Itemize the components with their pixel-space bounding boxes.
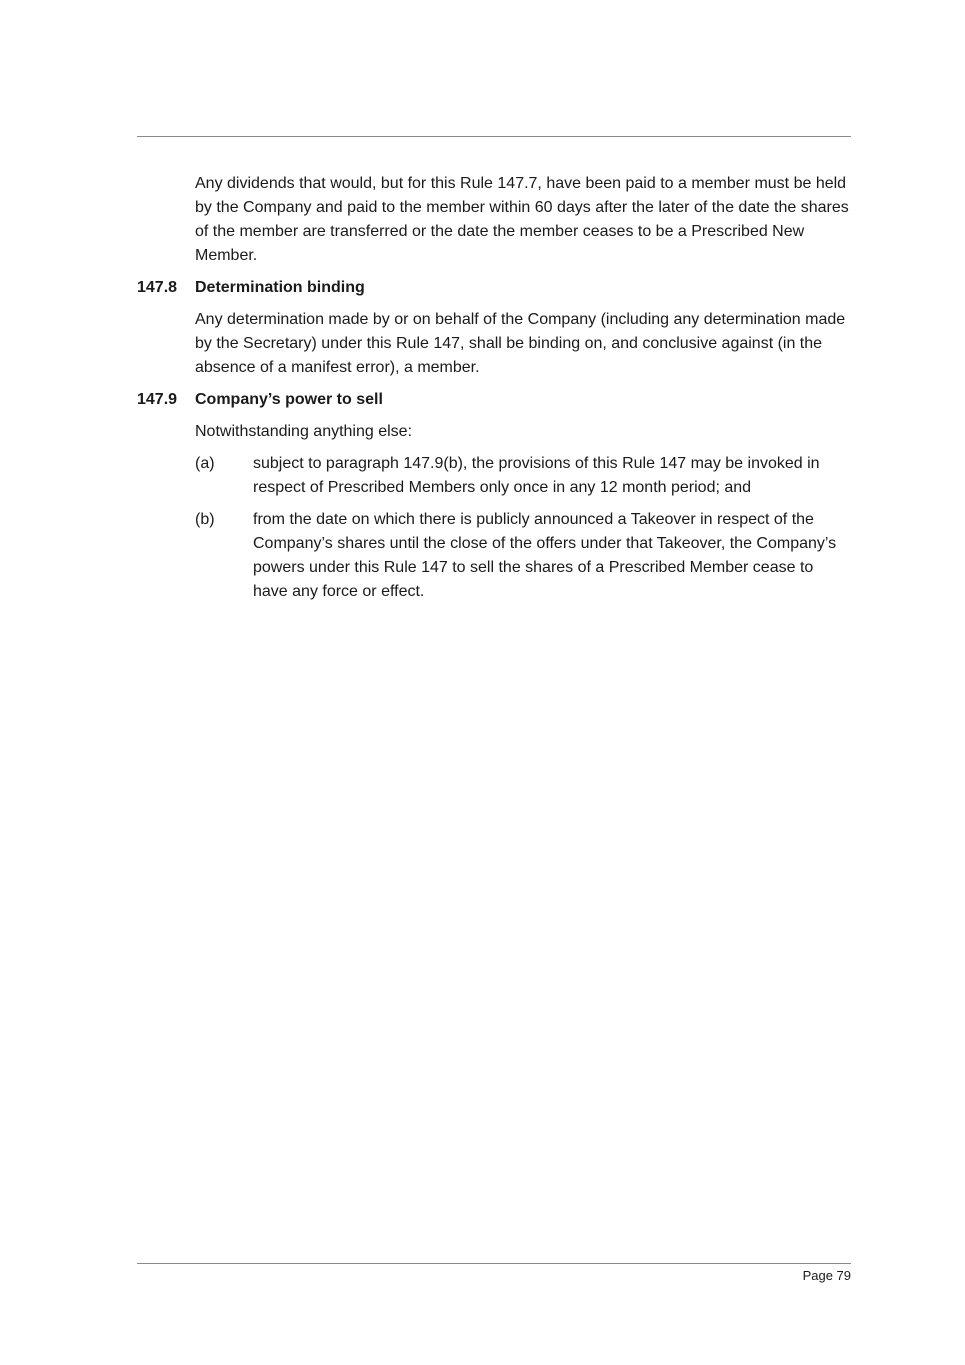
section-heading-147-8: [137, 276, 851, 300]
list-item-b: [137, 508, 851, 604]
section-body-147-9: Notwithstanding anything else:: [195, 423, 413, 440]
list-item-text: subject to paragraph 147.9(b), the provisions of this Rule 147 may be invoked in respect of Prescribed Members only once in any 12 month period; and: [253, 455, 820, 496]
list-item-label: (b): [195, 511, 215, 528]
list-item-a: [137, 452, 851, 500]
intro-paragraph: Any dividends that would, but for this Rule 147.7, have been paid to a member must be held by the Company and paid to the member within 60 days after the later of the date the shares of the member are transferred or the date the member ceases to be a Prescribed New Member.: [195, 175, 849, 264]
footer-divider: [137, 1263, 851, 1264]
list-item-label: (a): [195, 455, 215, 472]
section-title: Company’s power to sell: [195, 391, 383, 408]
page-number: Page 79: [802, 1268, 851, 1283]
header-divider: [137, 136, 851, 137]
section-heading-147-9: [137, 388, 851, 412]
section-number: 147.8: [137, 279, 178, 296]
list-item-text: from the date on which there is publicly announced a Takeover in respect of the Company’s shares until the close of the offers under that Takeover, the Company’s powers under this Rule 147 to sell the shares of a Prescribed Member cease to have any force or effect.: [253, 511, 837, 600]
section-number: 147.9: [137, 391, 178, 408]
section-title: Determination binding: [195, 279, 365, 296]
document-body: [137, 172, 851, 604]
section-body-147-8: Any determination made by or on behalf of the Company (including any determination made by the Secretary) under this Rule 147, shall be binding on, and conclusive against (in the absence of a manifest error), a member.: [195, 311, 846, 376]
